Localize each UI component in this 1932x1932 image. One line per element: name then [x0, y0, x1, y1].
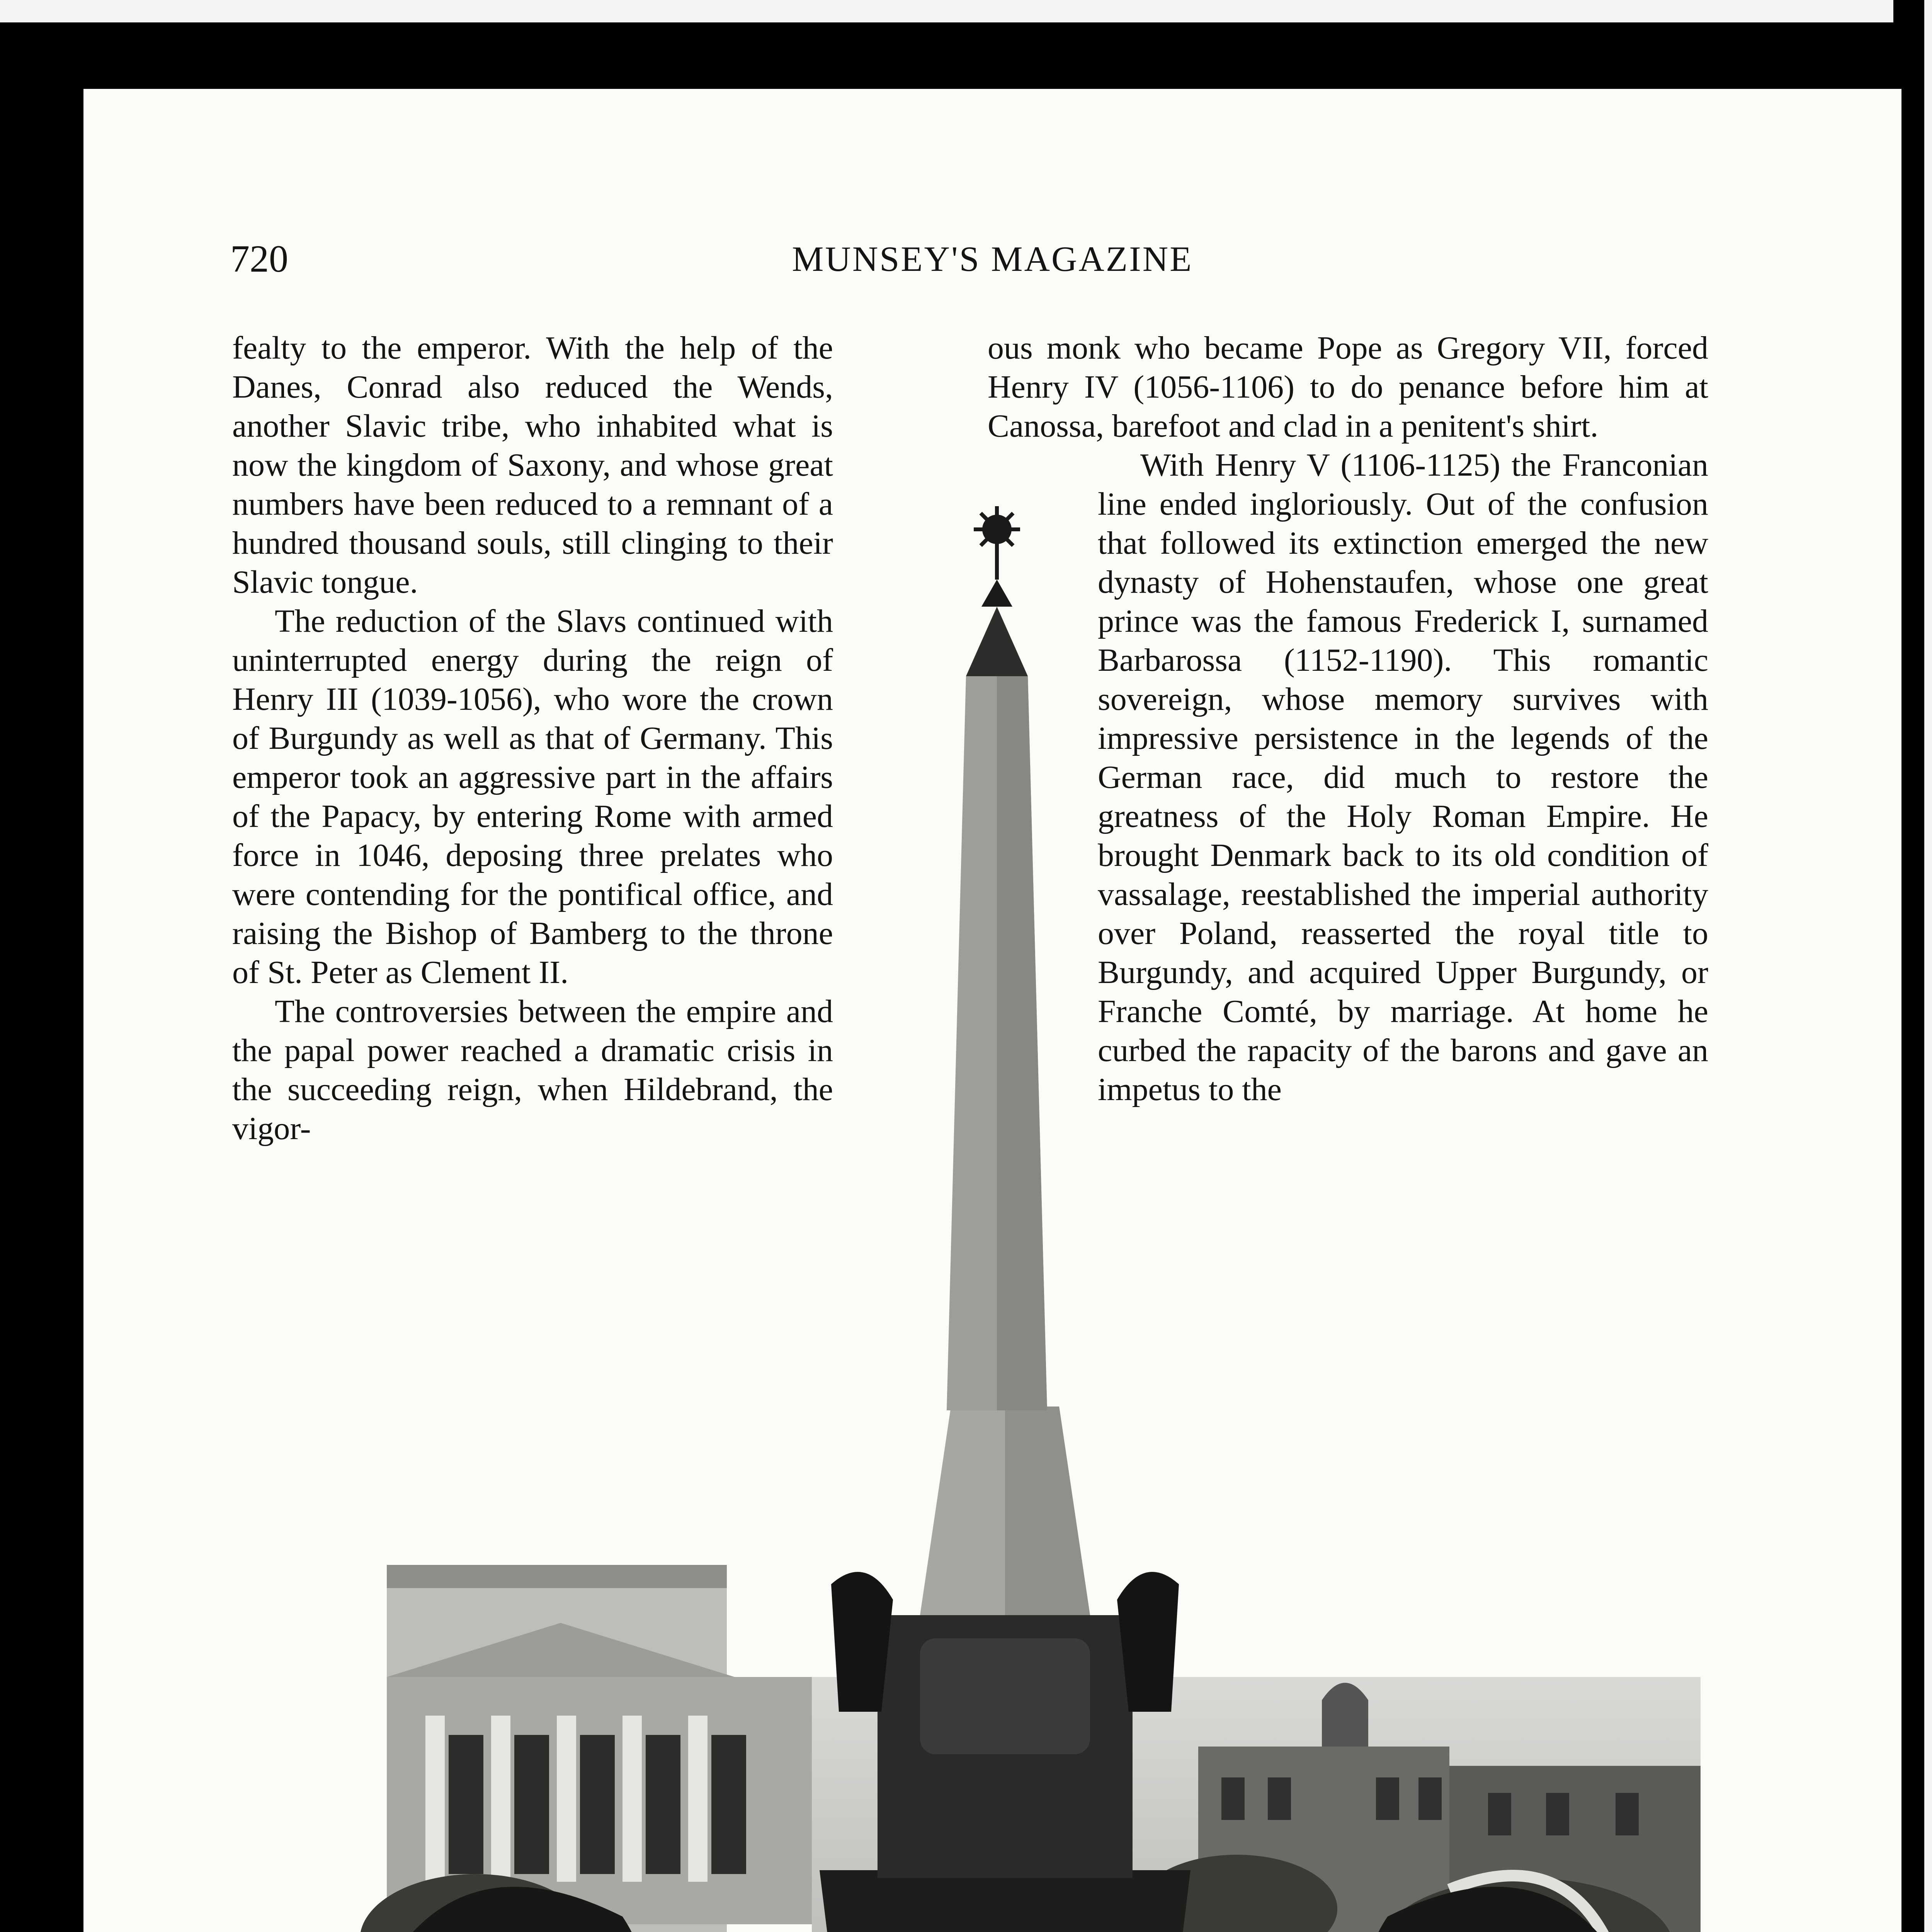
fountain-photograph-drawing — [310, 1406, 1701, 1932]
fountain-photograph — [310, 1406, 1701, 1932]
paragraph: With Henry V (1106-1125) the Franconian line ended ingloriously. Out of the confusion that followed its extinction emerged the new dynasty of Hohenstaufen, whose one great prince was the famous Frederick I, surnamed Barbarossa (1152-1190). This romantic sovereign, whose memory survives with impressive persistence in the legends of the German race, did much to restore the greatness of the Holy Roman Empire. He brought Denmark back to its old condition of vassalage, reestablished the imperial authority over Poland, reasserted the royal title to Burgundy, and acquired Upper Burgundy, or Franche Comté, by marriage. At home he curbed the rapacity of the barons and gave an impetus to the — [1098, 447, 1708, 1107]
paragraph: The controversies between the empire and the papal power reached a dramatic crisis in the succeeding reign, when Hildebrand, the vigor- — [232, 993, 833, 1146]
paragraph: fealty to the emperor. With the help of the Danes, Conrad also reduced the Wends, another Slavic tribe, who inhabited what is now the kingdom of Saxony, and whose great numbers have been reduced to a remnant of a hundred thousand souls, still clinging to their Slavic tongue. — [232, 330, 833, 600]
page-number: 720 — [230, 237, 288, 280]
obelisk — [920, 1406, 1090, 1615]
obelisk-finial-icon — [974, 506, 1020, 607]
page-header — [83, 236, 1901, 298]
obelisk-upper — [920, 506, 1074, 1410]
running-head: MUNSEY'S MAGAZINE — [792, 239, 1193, 279]
text-column-left — [232, 328, 949, 1252]
scan-edge-top — [0, 0, 1893, 22]
paragraph: ous monk who became Pope as Gregory VII, forced Henry IV (1056-1106) to do penance before him at Canossa, barefoot and clad in a penitent's shirt. — [988, 330, 1708, 444]
text-column-right — [988, 328, 1708, 1369]
scan-edge-right — [1924, 0, 1932, 1932]
paragraph: The reduction of the Slavs continued with uninterrupted energy during the reign of Henry III (1039-1056), who wore the crown of Burgundy as well as that of Germany. This emperor took an aggressive part in the affairs of the Papacy, by entering Rome with armed force in 1046, deposing three prelates who were contending for the pontifical office, and raising the Bishop of Bamberg to the throne of St. Peter as Clement II. — [232, 603, 833, 990]
obelisk-cap — [966, 607, 1028, 676]
